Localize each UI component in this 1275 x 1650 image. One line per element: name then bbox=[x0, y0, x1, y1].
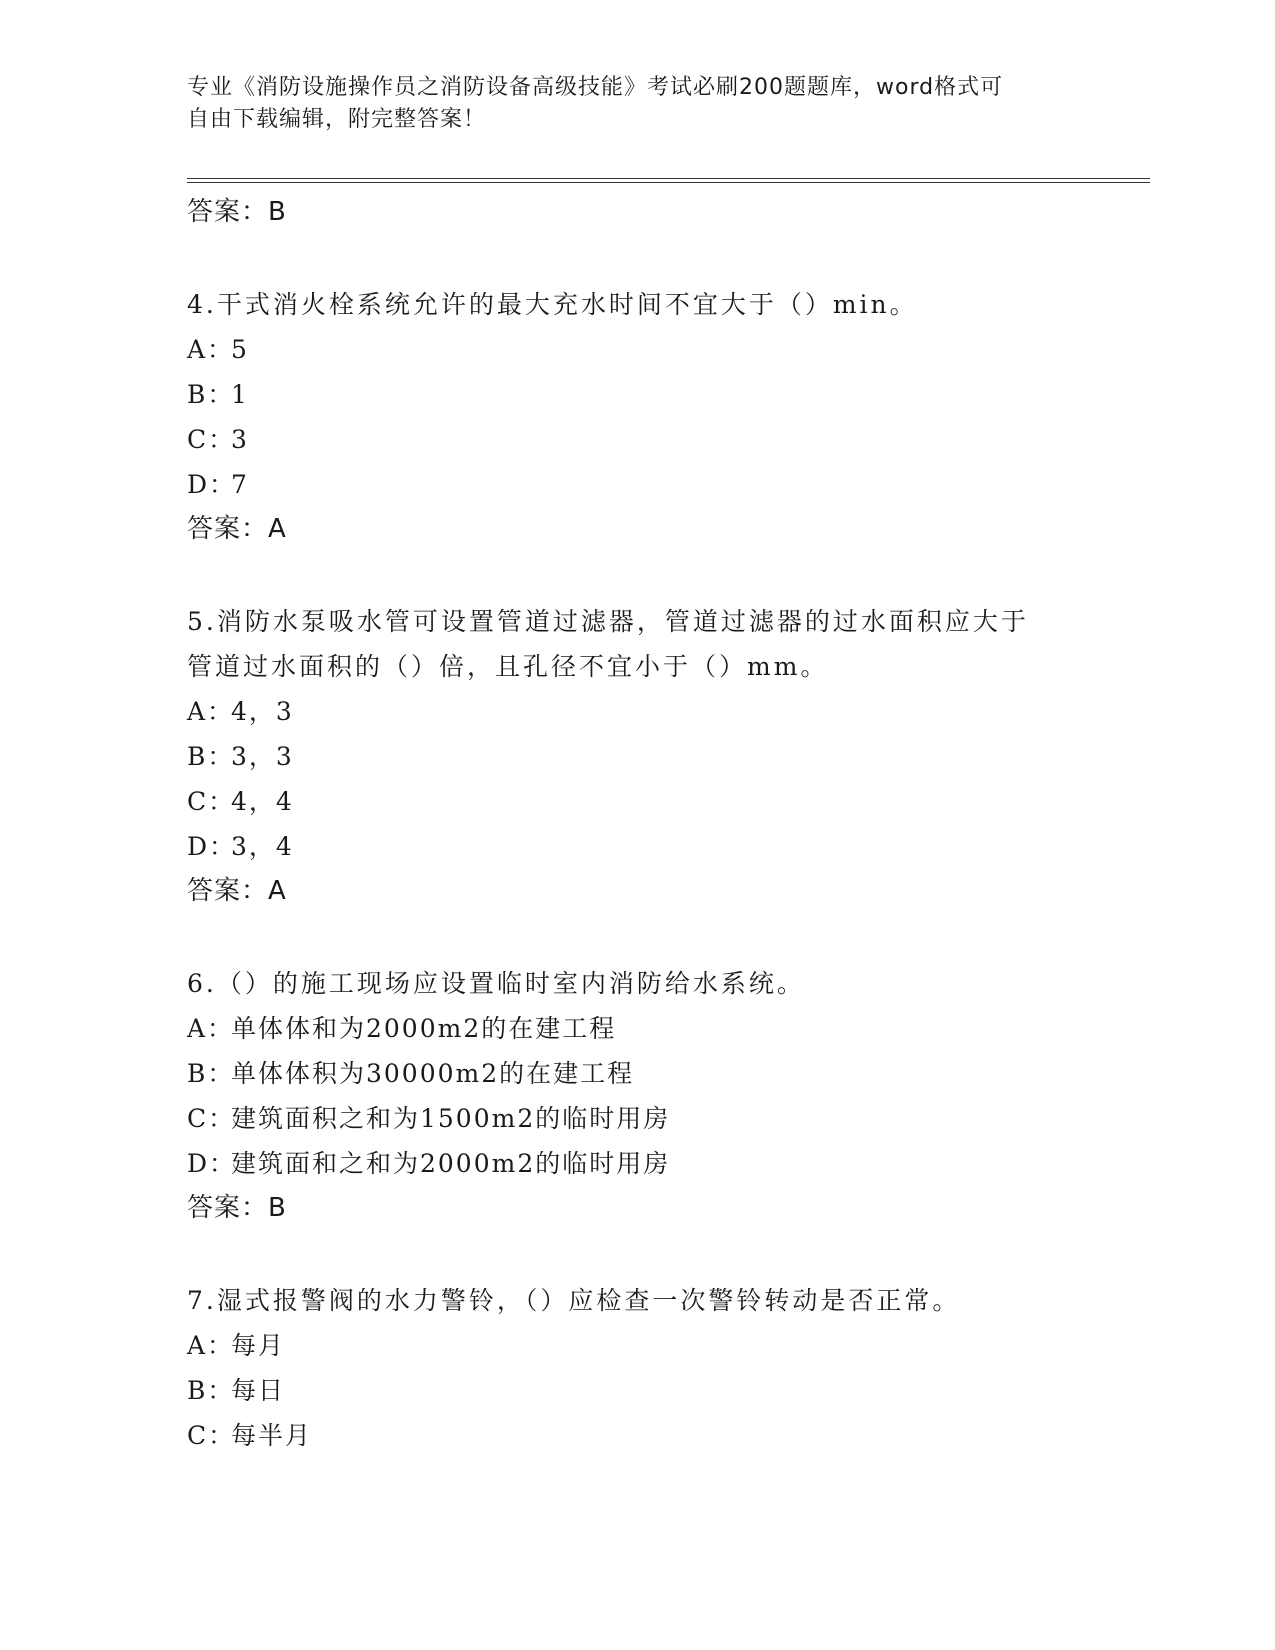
option-key: B： bbox=[187, 380, 235, 409]
option-text: 单体体和为2000m2的在建工程 bbox=[231, 1014, 617, 1043]
option-text: 3 bbox=[231, 425, 249, 454]
question-list bbox=[187, 190, 1137, 1458]
option-key: A： bbox=[187, 1331, 235, 1360]
question-stem: 5.消防水泵吸水管可设置管道过滤器，管道过滤器的过水面积应大于管道过水面积的（）倍，且孔径不宜小于（）mm。 bbox=[187, 607, 1029, 681]
option-text: 5 bbox=[231, 335, 249, 364]
option-key: D： bbox=[187, 1149, 237, 1178]
option-d bbox=[187, 824, 1137, 869]
document-header-note bbox=[187, 72, 1087, 136]
question-7 bbox=[187, 1278, 1137, 1458]
option-key: B： bbox=[187, 1059, 235, 1088]
option-a bbox=[187, 689, 1137, 734]
option-text: 7 bbox=[231, 470, 249, 499]
header-note-line-2: 自由下载编辑，附完整答案！ bbox=[187, 107, 487, 132]
option-b bbox=[187, 734, 1137, 779]
option-key: D： bbox=[187, 832, 237, 861]
option-b bbox=[187, 1368, 1137, 1413]
option-key: D： bbox=[187, 470, 237, 499]
option-key: A： bbox=[187, 1014, 235, 1043]
option-text: 每半月 bbox=[231, 1421, 313, 1450]
header-divider-top bbox=[187, 178, 1150, 179]
option-c bbox=[187, 417, 1137, 462]
question-stem: 7.湿式报警阀的水力警铃，（）应检查一次警铃转动是否正常。 bbox=[187, 1286, 961, 1315]
answer-line: 答案：A bbox=[187, 876, 287, 906]
option-c bbox=[187, 779, 1137, 824]
option-c bbox=[187, 1096, 1137, 1141]
question-stem: 4.干式消火栓系统允许的最大充水时间不宜大于（）min。 bbox=[187, 290, 918, 319]
option-c bbox=[187, 1413, 1137, 1458]
option-text: 每月 bbox=[231, 1331, 286, 1360]
option-b bbox=[187, 1051, 1137, 1096]
option-key: C： bbox=[187, 787, 236, 816]
option-key: C： bbox=[187, 1104, 236, 1133]
option-text: 建筑面积之和为1500m2的临时用房 bbox=[231, 1104, 671, 1133]
option-d bbox=[187, 1141, 1137, 1186]
header-divider-bottom bbox=[187, 182, 1150, 183]
option-text: 3，3 bbox=[231, 742, 294, 771]
option-text: 1 bbox=[231, 380, 249, 409]
option-text: 建筑面和之和为2000m2的临时用房 bbox=[231, 1149, 671, 1178]
option-a bbox=[187, 1006, 1137, 1051]
option-b bbox=[187, 372, 1137, 417]
option-key: C： bbox=[187, 425, 236, 454]
answer-line: 答案：B bbox=[187, 1193, 287, 1223]
option-key: A： bbox=[187, 335, 235, 364]
option-text: 3，4 bbox=[231, 832, 294, 861]
option-a bbox=[187, 1323, 1137, 1368]
option-text: 4，4 bbox=[231, 787, 294, 816]
option-a bbox=[187, 327, 1137, 372]
question-5 bbox=[187, 599, 1137, 913]
question-stem: 6.（）的施工现场应设置临时室内消防给水系统。 bbox=[187, 969, 805, 998]
header-note-line-1: 专业《消防设施操作员之消防设备高级技能》考试必刷200题题库，word格式可 bbox=[187, 75, 1004, 100]
option-key: B： bbox=[187, 742, 235, 771]
option-text: 4，3 bbox=[231, 697, 294, 726]
question-6 bbox=[187, 961, 1137, 1230]
option-d bbox=[187, 462, 1137, 507]
answer-line: 答案：A bbox=[187, 514, 287, 544]
option-key: C： bbox=[187, 1421, 236, 1450]
question-4 bbox=[187, 282, 1137, 551]
option-text: 单体体积为30000m2的在建工程 bbox=[231, 1059, 635, 1088]
option-key: A： bbox=[187, 697, 235, 726]
answer-line: 答案：B bbox=[187, 197, 287, 227]
option-text: 每日 bbox=[231, 1376, 286, 1405]
option-key: B： bbox=[187, 1376, 235, 1405]
